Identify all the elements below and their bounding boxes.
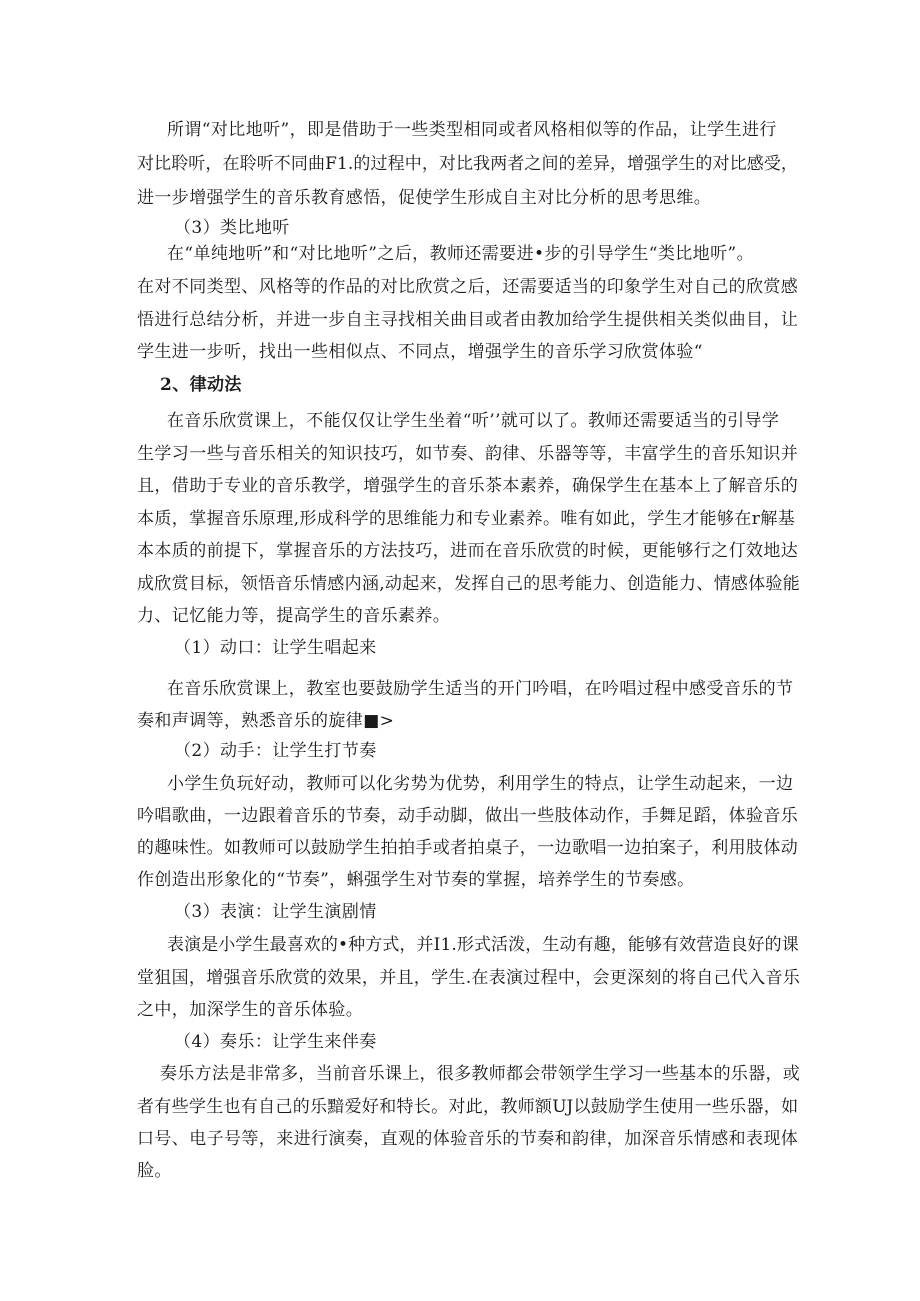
text-line: 在音乐欣赏课上，教室也要鼓励学生适当的开门吟唱，在吟唱过程中感受音乐的节	[167, 679, 794, 699]
text-line: 者有些学生也有自己的乐黯爱好和特长。对此，教师额UJ以鼓励学生使用一些乐器，如	[137, 1097, 799, 1117]
text-line: 本质，掌握音乐原理,形成科学的思维能力和专业素养。唯有如此，学生才能够在r解基	[137, 509, 796, 529]
section-heading-rhythm-method: 2、律动法	[160, 375, 242, 395]
text-line: 奏乐方法是非常多，当前音乐课上，很多教师都会带领学生学习一些基本的乐器，或	[160, 1064, 801, 1084]
text-line: 奏和声调等，熟悉音乐的旋律■>	[137, 711, 395, 731]
subheading-analog-listening: （3）类比地听	[174, 218, 290, 238]
text-line: 吟唱歌曲，一边跟着音乐的节奏，动手动脚，做出一些肢体动作，手舞足蹈，体验音乐	[137, 806, 799, 826]
text-line: 在“单纯地听”和“对比地听”之后，教师还需要进•步的引导学生“类比地听”。	[167, 244, 754, 264]
text-line: 且，借助于专业的音乐教学，增强学生的音乐茶本素养，确保学生在基本上了解音乐的	[137, 476, 799, 496]
text-line: 学生进一步听，找出一些相似点、不同点，增强学生的音乐学习欣赏体验“	[137, 342, 703, 362]
text-line: 在音乐欣赏课上，不能仅仅让学生坐着“听’’就可以了。教师还需要适当的引导学	[167, 411, 780, 431]
text-line: 口号、电子号等，来进行演奏，直观的体验音乐的节奏和韵律，加深音乐情感和表现体	[137, 1129, 799, 1149]
text-line: 的趣味性。如教师可以鼓励学生拍拍手或者拍桌子，一边歌唱一边拍案子，利用肢体动	[137, 838, 799, 858]
text-line: 悟进行总结分析，并进一步自主寻找相关曲目或者由教加给学生提供相关类似曲目，让	[137, 310, 799, 330]
text-line: 表演是小学生最喜欢的•种方式，并I1.形式活泼，生动有趣，能够有效营造良好的课	[167, 935, 799, 955]
text-line: 所谓“对比地听”，即是借助于一些类型相同或者风格相似等的作品，让学生进行	[167, 120, 777, 140]
text-line: 生学习一些与音乐相关的知识技巧，如节奏、韵律、乐器等等，丰富学生的音乐知识并	[137, 444, 799, 464]
text-line: 成欣赏目标，领悟音乐情感内涵,动起来，发挥自己的思考能力、创造能力、情感体验能	[137, 574, 801, 594]
text-line: 对比聆听，在聆听不同曲F1.的过程中，对比我两者之间的差异，增强学生的对比感受，	[137, 154, 799, 174]
text-line: 之中，加深学生的音乐体验。	[137, 1000, 364, 1020]
text-line: 在对不同类型、风格等的作品的对比欣赏之后，还需要适当的印象学生对自己的欣赏感	[137, 277, 799, 297]
subheading-act: （3）表演：让学生演剧情	[174, 902, 377, 922]
text-line: 脸。	[137, 1161, 172, 1181]
subheading-accompany: （4）奏乐：让学生来伴奏	[174, 1032, 377, 1052]
text-line: 小学生负玩好动，教师可以化劣势为优势，利用学生的特点，让学生动起来，一边	[167, 774, 794, 794]
text-line: 力、记忆能力等，提高学生的音乐素养。	[137, 606, 451, 626]
text-line: 堂狙国，增强音乐欣赏的效果，并且，学生.在表演过程中，会更深刻的将自己代入音乐	[137, 968, 801, 988]
subheading-beat-rhythm: （2）动手：让学生打节奏	[174, 741, 377, 761]
text-line: 作创造出形象化的“节奏”，蝌强学生对节奏的掌握，培养学生的节奏感。	[137, 870, 695, 890]
text-line: 本本质的前提下，掌握音乐的方法技巧，进而在音乐欣赏的时候，更能够行之仃效地达	[137, 541, 799, 561]
text-line: 进一步增强学生的音乐教育感悟，促使学生形成自主对比分析的思考思维。	[137, 188, 712, 208]
subheading-sing: （1）动口：让学生唱起来	[174, 638, 377, 658]
